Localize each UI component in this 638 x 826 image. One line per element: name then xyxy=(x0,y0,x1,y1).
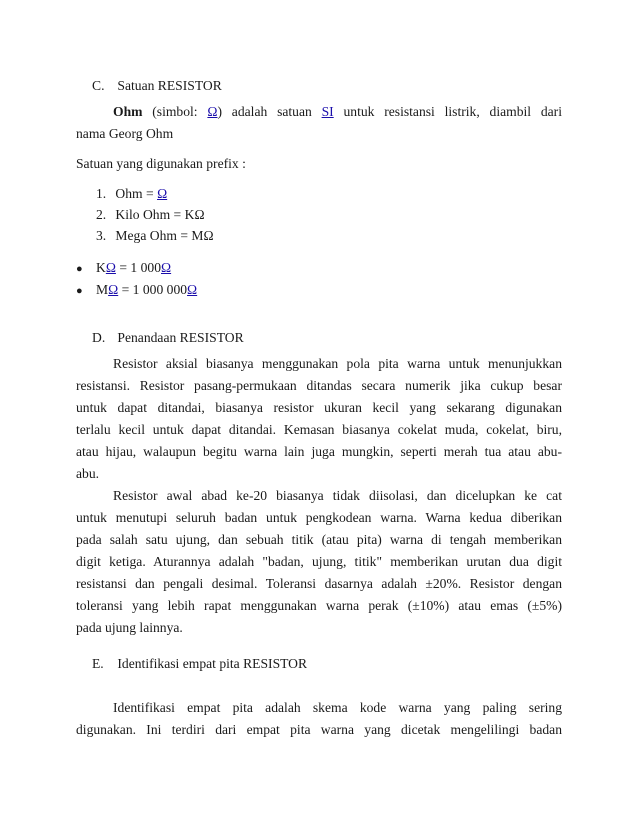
ohm-paragraph-line1 xyxy=(113,104,562,120)
section-e-heading xyxy=(92,656,307,672)
ohm-paragraph-line2: nama Georg Ohm xyxy=(76,126,174,141)
omega-link[interactable]: Ω xyxy=(105,260,116,275)
omega-link[interactable]: Ω xyxy=(207,104,218,119)
section-c-number: C. xyxy=(92,78,105,93)
bullet-icon: ● xyxy=(76,263,83,275)
list-item: 1. Ohm = Ω xyxy=(96,186,168,201)
section-d-heading xyxy=(92,330,244,346)
bullet-icon: ● xyxy=(76,285,83,297)
list-item: 3. Mega Ohm = MΩ xyxy=(96,228,214,243)
ohm-text-2: ) adalah satuan xyxy=(217,104,322,119)
omega-link[interactable]: Ω xyxy=(161,260,172,275)
omega-link[interactable]: Ω xyxy=(187,282,198,297)
list-item: 2. Kilo Ohm = KΩ xyxy=(96,207,205,222)
list-item: ● MΩ = 1 000 000Ω xyxy=(76,282,198,297)
section-c-title: Satuan RESISTOR xyxy=(117,78,222,93)
prefix-ordered-list xyxy=(96,186,214,249)
ohm-text-3: untuk resistansi listrik, diambil dari xyxy=(333,104,562,119)
section-e-title: Identifikasi empat pita RESISTOR xyxy=(117,656,308,671)
omega-link[interactable]: Ω xyxy=(108,282,119,297)
si-link[interactable]: SI xyxy=(321,104,334,119)
ohm-term: Ohm xyxy=(113,104,143,119)
section-e-number: E. xyxy=(92,656,104,671)
omega-link[interactable]: Ω xyxy=(157,186,168,201)
section-d-title: Penandaan RESISTOR xyxy=(117,330,244,345)
document-page: C. Satuan RESISTOR Ohm (simbol: Ω) adalah satuan SI untuk resistansi listrik, diambil dari nama Georg Ohm Satuan yang digunakan prefix : 1. Ohm = Ω 2. Kilo Ohm = KΩ 3. Mega Ohm = MΩ ● KΩ = 1 000Ω ● MΩ = 1 000 000Ω D. Penandaan RESISTOR Resistor aksial biasanya menggunakan pola pita warna untuk menunjukkan resistansi. Resistor pasang-permukaan ditandas secara numerik jika cukup besar untuk dapat ditandai, biasanya resistor ukuran kecil yang sekarang digunakan terlalu kecil untuk dapat ditandai. Kemasan biasanya cokelat muda, cokelat, biru, atau hijau, walaupun begitu warna lain juga mungkin, seperti merah tua atau abu- abu. Resistor awal abad ke-20 biasanya tidak diisolasi, dan dicelupkan ke cat untuk menutupi seluruh badan untuk pengkodean warna. Warna kedua diberikan pada salah satu ujung, dan sebuah titik (atau pita) warna di tengah memberikan digit ketiga. Aturannya adalah "badan, ujung, titik" memberikan urutan dua digit resistansi dan pengali desimal. Toleransi dasarnya adalah ±20%. Resistor dengan toleransi yang lebih rapat menggunakan warna perak (±10%) atau emas (±5%) pada ujung lainnya. E. Identifikasi empat pita RESISTOR Identifikasi empat pita adalah skema kode warna yang paling sering digunakan. Ini terdiri dari empat pita warna yang dicetak mengelilingi badan xyxy=(76,78,562,737)
list-item: ● KΩ = 1 000Ω xyxy=(76,260,172,275)
prefix-bullet-list xyxy=(76,260,197,304)
section-c-heading xyxy=(92,78,222,94)
section-d-number: D. xyxy=(92,330,106,345)
ohm-text-1: (simbol: xyxy=(152,104,208,119)
prefix-intro: Satuan yang digunakan prefix : xyxy=(76,156,246,171)
